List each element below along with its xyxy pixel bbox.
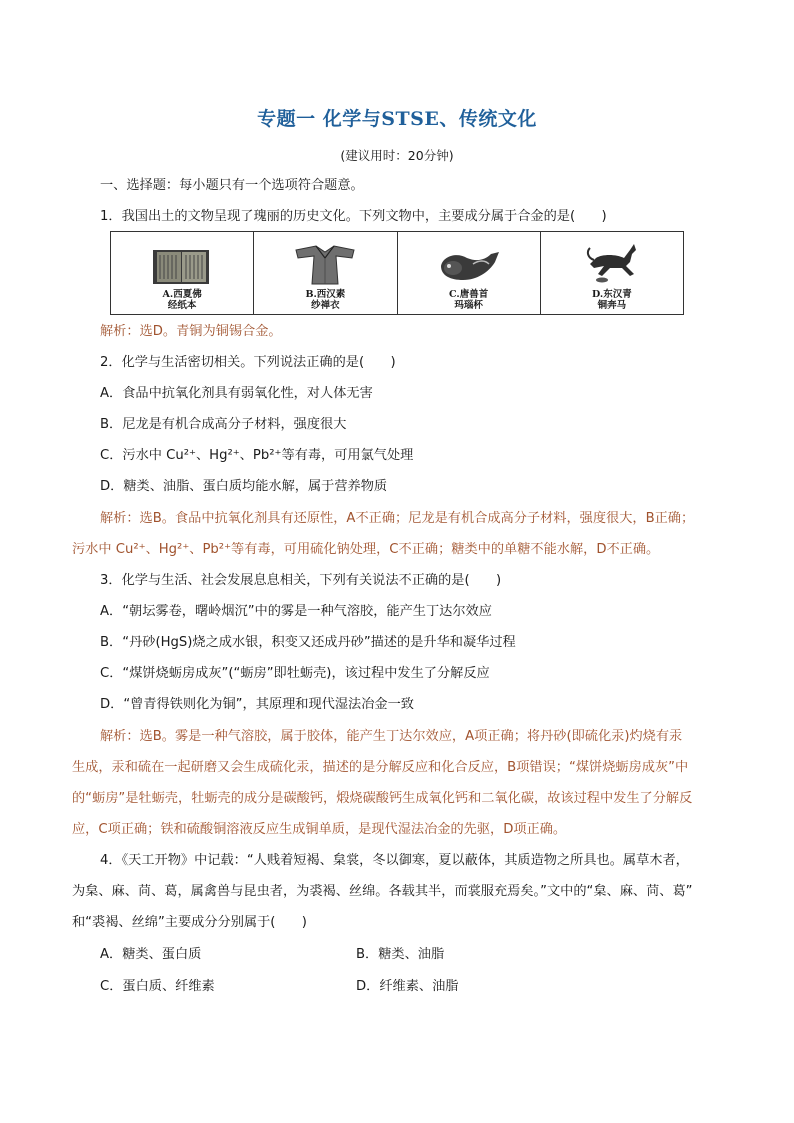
silk-robe-image [290, 242, 360, 286]
artifact-d-label-1: D.东汉青 [592, 289, 632, 300]
q3-answer-line-2: 生成，汞和硫在一起研磨又会生成硫化汞，描述的是分解反应和化合反应，B项错误；“煤饼烧蛎房成灰”中 [72, 760, 689, 775]
q2-option-a: A．食品中抗氧化剂具有弱氧化性，对人体无害 [100, 386, 373, 401]
artifact-c-cell [397, 232, 540, 315]
q3-stem: 3．化学与生活、社会发展息息相关，下列有关说法不正确的是( ) [100, 573, 502, 588]
q2-option-c: C．污水中 Cu²⁺、Hg²⁺、Pb²⁺等有毒，可用氯气处理 [100, 448, 414, 463]
q3-option-d: D．“曾青得铁则化为铜”，其原理和现代湿法冶金一致 [100, 697, 414, 712]
section-heading: 一、选择题：每小题只有一个选项符合题意。 [100, 178, 364, 193]
q3-answer-line-3: 的“蛎房”是牡蛎壳，牡蛎壳的成分是碳酸钙，煅烧碳酸钙生成氧化钙和二氧化碳，故该过程中发生了分解反 [72, 791, 693, 806]
artifact-a-label-2: 经纸本 [167, 300, 197, 311]
q3-answer-line-4: 应，C项正确；铁和硫酸铜溶液反应生成铜单质，是现代湿法冶金的先驱，D项正确。 [72, 822, 567, 837]
q2-stem: 2．化学与生活密切相关。下列说法正确的是( ) [100, 355, 396, 370]
q1-stem: 1．我国出土的文物呈现了瑰丽的历史文化。下列文物中，主要成分属于合金的是( ) [100, 209, 607, 224]
artifact-c-label-2: 玛瑙杯 [454, 300, 483, 311]
artifact-b-cell [254, 232, 397, 315]
recommended-time: (建议用时：20分钟) [340, 148, 454, 163]
q2-option-d: D．糖类、油脂、蛋白质均能水解，属于营养物质 [100, 479, 388, 494]
q2-answer-line-2: 污水中 Cu²⁺、Hg²⁺、Pb²⁺等有毒，可用硫化钠处理，C不正确；糖类中的单糖不能水解，D不正确。 [72, 542, 660, 557]
q1-artifact-table [110, 231, 684, 315]
artifact-b-label-2: 纱禅衣 [311, 300, 340, 311]
q3-option-b: B．“丹砂(HgS)烧之成水银，积变又还成丹砂”描述的是升华和凝华过程 [100, 635, 516, 650]
q4-stem-line-2: 为枲、麻、苘、葛，属禽兽与昆虫者，为裘褐、丝绵。各载其半，而裳服充焉矣。”文中的“枲、麻、苘、葛” [72, 884, 693, 899]
artifact-a-label-1: A.西夏佛 [162, 289, 202, 300]
artifact-c-label-1: C.唐兽首 [449, 289, 489, 300]
q4-option-c: C．蛋白质、纤维素 [100, 979, 215, 994]
q3-answer-line-1: 解析：选B。雾是一种气溶胶，属于胶体，能产生丁达尔效应，A项正确；将丹砂(即硫化汞)灼烧有汞 [100, 729, 683, 744]
artifact-b-label-1: B.西汉素 [305, 289, 346, 300]
agate-cup-image [433, 246, 505, 286]
q2-option-b: B．尼龙是有机合成高分子材料，强度很大 [100, 417, 347, 432]
bronze-horse-image [580, 240, 644, 286]
artifact-d-cell [540, 232, 683, 315]
q4-option-d: D．纤维素、油脂 [356, 979, 459, 994]
q3-option-c: C．“煤饼烧蛎房成灰”(“蛎房”即牡蛎壳)，该过程中发生了分解反应 [100, 666, 490, 681]
q4-stem-line-3: 和“裘褐、丝绵”主要成分分别属于( ) [72, 915, 307, 930]
artifact-d-label-2: 铜奔马 [597, 300, 627, 311]
page-title: 专题一 化学与STSE、传统文化 [257, 108, 537, 130]
scripture-book-image [151, 246, 213, 286]
q4-option-b: B．糖类、油脂 [356, 947, 445, 962]
artifact-a-cell [111, 232, 254, 315]
q4-option-a: A．糖类、蛋白质 [100, 947, 202, 962]
q3-option-a: A．“朝坛雾卷，曙岭烟沉”中的雾是一种气溶胶，能产生丁达尔效应 [100, 604, 492, 619]
q1-answer: 解析：选D。青铜为铜锡合金。 [100, 324, 282, 339]
q2-answer-line-1: 解析：选B。食品中抗氧化剂具有还原性，A不正确；尼龙是有机合成高分子材料，强度很大，B正确； [100, 511, 695, 526]
q4-stem-line-1: 4．《天工开物》中记载：“人贱着短褐、枲裳，冬以御寒，夏以蔽体，其质造物之所具也。属草木者， [100, 853, 689, 868]
